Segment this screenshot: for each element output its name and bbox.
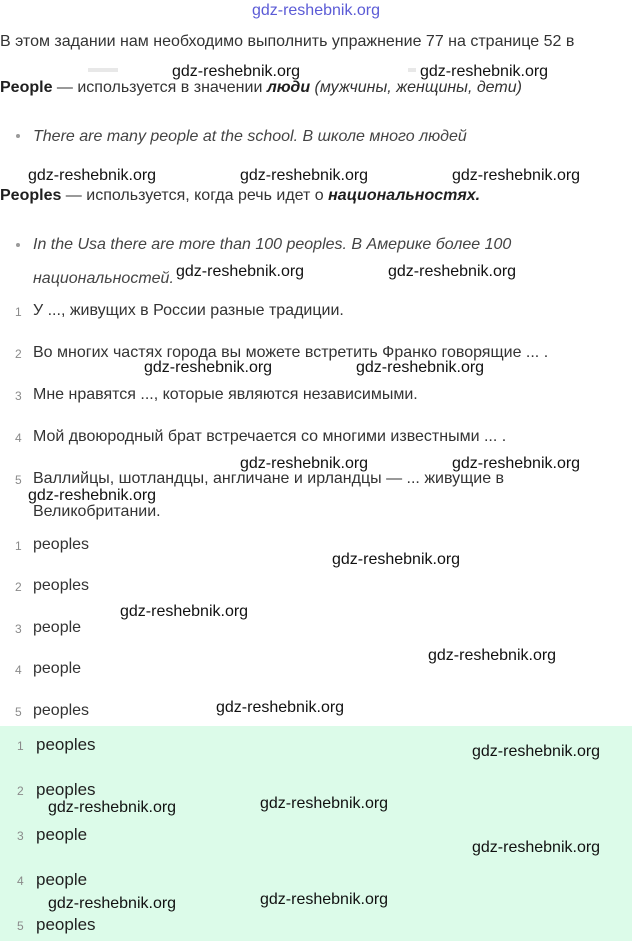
term-people: People — [0, 79, 53, 96]
answer-text: peoples — [36, 735, 96, 754]
answer-text: peoples — [36, 915, 96, 934]
watermark: gdz-reshebnik.org — [472, 743, 601, 760]
question-text: Валлийцы, шотландцы, англичане и ирландцы — ... живущие в — [33, 470, 505, 487]
answer-number: 4 — [17, 874, 24, 888]
answer-number: 4 — [15, 663, 22, 677]
watermark: gdz-reshebnik.org — [428, 647, 557, 664]
watermark: gdz-reshebnik.org — [144, 359, 273, 376]
people-def-post: (мужчины, женщины, дети) — [310, 79, 522, 96]
question-text: Мой двоюродный брат встречается со многими известными ... . — [33, 428, 507, 445]
question-number: 1 — [15, 305, 22, 319]
answer-text: people — [36, 870, 88, 889]
question-text: У ..., живущих в России разные традиции. — [33, 302, 344, 319]
faded-line — [408, 68, 416, 72]
answer-number: 5 — [15, 705, 22, 719]
intro-text: В этом задании нам необходимо выполнить упражнение 77 на странице 52 в — [0, 33, 575, 50]
watermark: gdz-reshebnik.org — [356, 359, 485, 376]
answer-text: peoples — [33, 577, 90, 594]
watermark: gdz-reshebnik.org — [388, 263, 517, 280]
watermark: gdz-reshebnik.org — [260, 891, 389, 908]
watermark: gdz-reshebnik.org — [332, 551, 461, 568]
watermark: gdz-reshebnik.org — [28, 167, 157, 184]
watermark: gdz-reshebnik.org — [120, 603, 249, 620]
question-text: Во многих частях города вы можете встретить Франко говорящие ... . — [33, 344, 549, 361]
question-text-cont: Великобритании. — [33, 503, 161, 520]
people-def-pre: — используется в значении — [52, 79, 267, 96]
watermark: gdz-reshebnik.org — [472, 839, 601, 856]
watermark: gdz-reshebnik.org — [48, 799, 177, 816]
answer-number: 2 — [15, 580, 22, 594]
watermark: gdz-reshebnik.org — [452, 455, 581, 472]
question-text: Мне нравятся ..., которые являются независимыми. — [33, 386, 418, 403]
bullet — [16, 134, 20, 138]
question-number: 3 — [15, 389, 22, 403]
peoples-def-pre: — используется, когда речь идет о — [61, 187, 329, 204]
answer-number: 1 — [17, 739, 24, 753]
people-def-emph: люди — [266, 79, 311, 96]
people-definition — [0, 79, 522, 97]
site-header[interactable]: gdz-reshebnik.org — [251, 2, 381, 19]
question-number: 5 — [15, 473, 22, 487]
watermark: gdz-reshebnik.org — [240, 455, 369, 472]
term-peoples: Peoples — [0, 187, 62, 204]
watermark: gdz-reshebnik.org — [452, 167, 581, 184]
watermark: gdz-reshebnik.org — [260, 795, 389, 812]
watermark: gdz-reshebnik.org — [420, 63, 549, 80]
answer-text: people — [33, 619, 82, 636]
answer-text: peoples — [33, 536, 90, 553]
watermark: gdz-reshebnik.org — [48, 895, 177, 912]
watermark: gdz-reshebnik.org — [216, 699, 345, 716]
people-example: There are many people at the school. В школе много людей — [33, 128, 467, 145]
watermark: gdz-reshebnik.org — [240, 167, 369, 184]
answer-text: peoples — [36, 780, 96, 799]
faded-line — [88, 68, 118, 72]
answer-number: 3 — [15, 622, 22, 636]
answer-number: 3 — [17, 829, 24, 843]
question-number: 2 — [15, 347, 22, 361]
peoples-example-line1: In the Usa there are more than 100 peoples. В Америке более 100 — [33, 236, 512, 253]
answer-number: 2 — [17, 784, 24, 798]
answer-text: peoples — [33, 702, 90, 719]
peoples-example-line2: национальностей. — [33, 270, 174, 287]
question-number: 4 — [15, 431, 22, 445]
watermark: gdz-reshebnik.org — [176, 263, 305, 280]
peoples-definition — [0, 187, 480, 205]
answer-number: 5 — [17, 919, 24, 933]
watermark: gdz-reshebnik.org — [172, 63, 301, 80]
answer-text: people — [36, 825, 88, 844]
answer-text: people — [33, 660, 82, 677]
bullet — [16, 243, 20, 247]
watermark: gdz-reshebnik.org — [28, 487, 157, 504]
answer-number: 1 — [15, 539, 22, 553]
peoples-def-emph: национальностях. — [328, 187, 481, 204]
